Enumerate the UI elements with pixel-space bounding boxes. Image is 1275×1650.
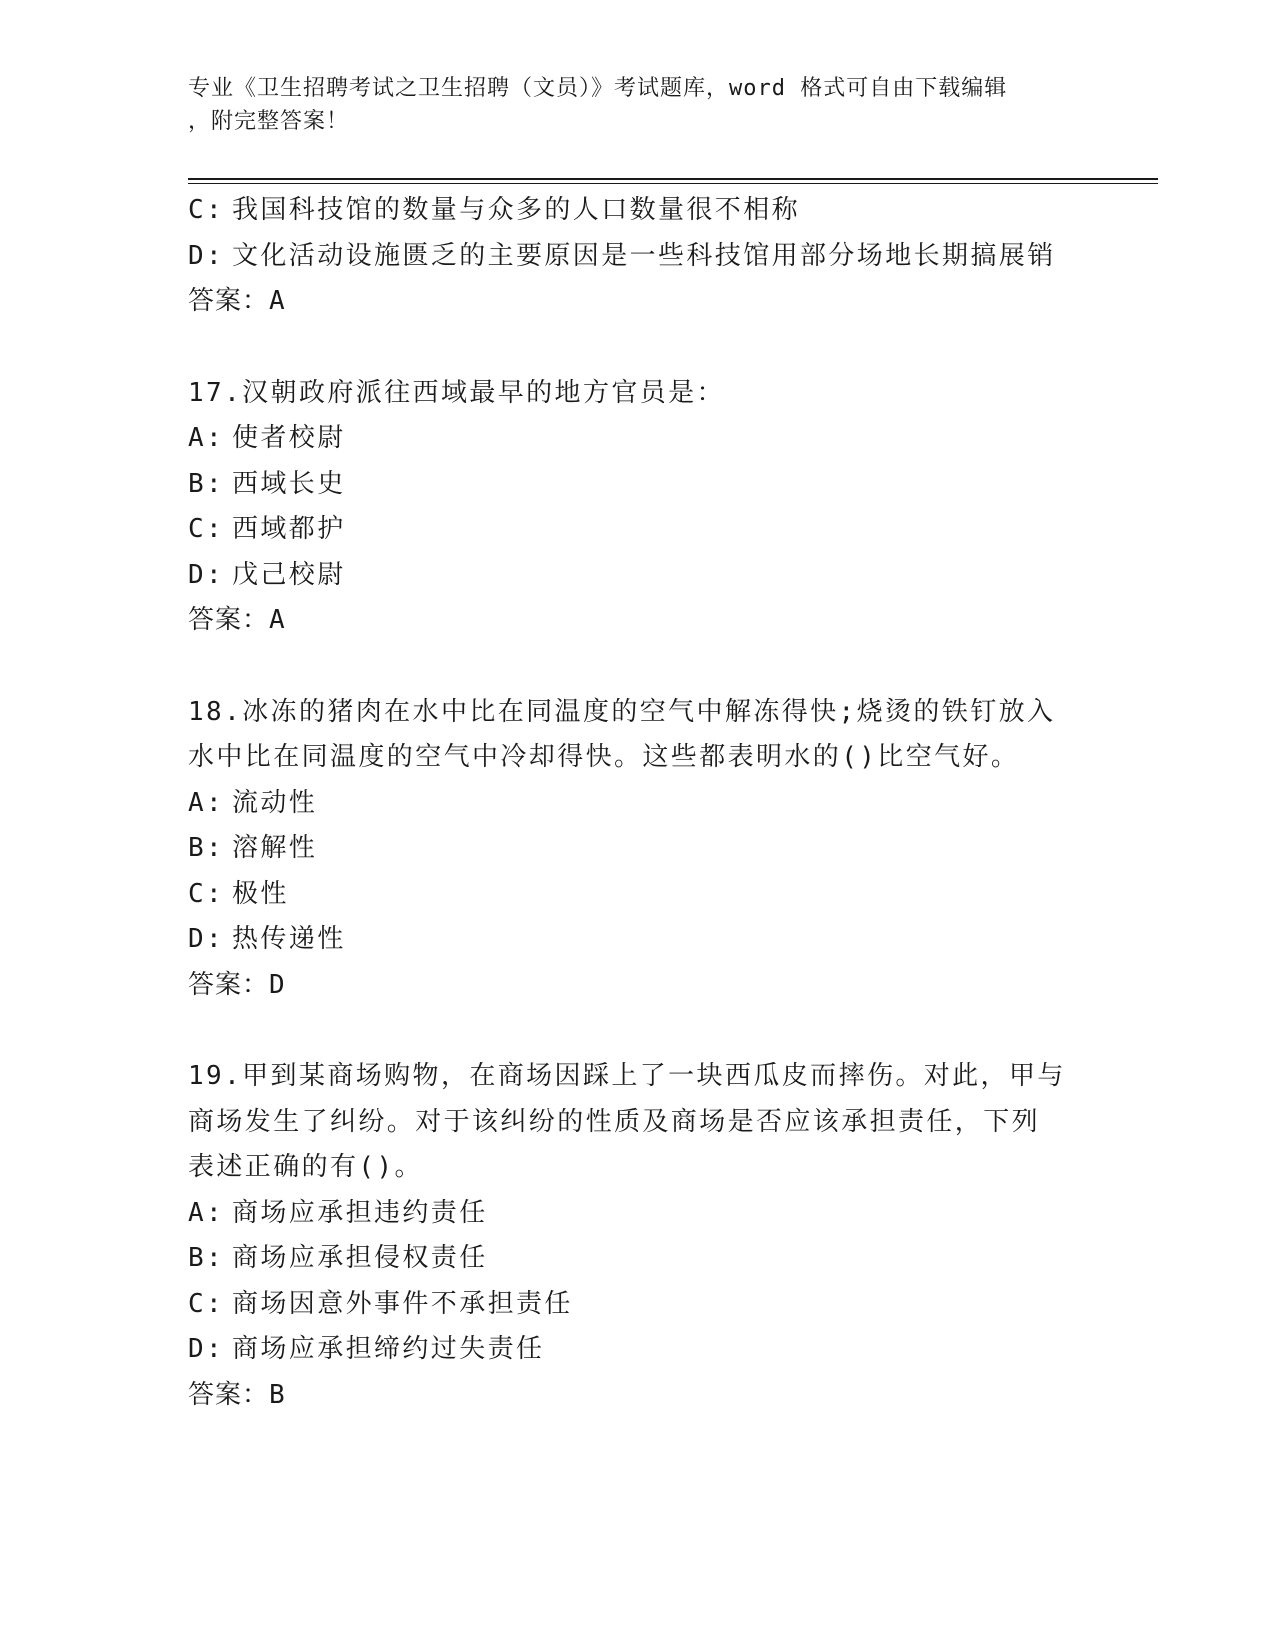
option-text: 文化活动设施匮乏的主要原因是一些科技馆用部分场地长期搞展销 xyxy=(232,240,1056,271)
answer-label: 答案： xyxy=(188,969,270,1000)
option-d xyxy=(188,234,1088,280)
option-key: A: xyxy=(188,1197,225,1228)
option-text: 商场应承担违约责任 xyxy=(232,1197,488,1228)
answer-label: 答案： xyxy=(188,605,270,635)
question-block-17 xyxy=(188,371,1088,644)
option-text: 商场因意外事件不承担责任 xyxy=(232,1288,573,1319)
option-text: 我国科技馆的数量与众多的人口数量很不相称 xyxy=(232,195,801,225)
option-text: 使者校尉 xyxy=(232,423,346,453)
option-key: C: xyxy=(188,1288,225,1319)
answer-line xyxy=(188,598,1088,644)
option-text: 极性 xyxy=(232,878,289,909)
question-text: 18.冰冻的猪肉在水中比在同温度的空气中解冻得快;烧烫的铁钉放入 xyxy=(188,696,1056,727)
answer-value: D xyxy=(269,969,288,1000)
option-c xyxy=(188,188,1088,234)
question-text: 商场发生了纠纷。对于该纠纷的性质及商场是否应该承担责任，下列 xyxy=(188,1106,1041,1137)
option-d xyxy=(188,1327,1088,1373)
answer-label: 答案： xyxy=(188,1379,270,1410)
option-text: 溶解性 xyxy=(232,833,318,863)
answer-value: A xyxy=(269,605,288,635)
option-b xyxy=(188,1236,1088,1282)
option-c xyxy=(188,507,1088,553)
option-text: 商场应承担侵权责任 xyxy=(232,1243,488,1273)
option-text: 西域都护 xyxy=(232,514,346,544)
option-a xyxy=(188,1191,1088,1237)
option-key: C: xyxy=(188,878,225,909)
option-b xyxy=(188,826,1088,872)
question-block-18 xyxy=(188,690,1088,1009)
option-a xyxy=(188,416,1088,462)
option-key: B: xyxy=(188,468,225,499)
question-text: 19.甲到某商场购物，在商场因踩上了一块西瓜皮而摔伤。对此，甲与 xyxy=(188,1061,1066,1091)
answer-line xyxy=(188,279,1088,325)
option-c xyxy=(188,1282,1088,1328)
option-text: 流动性 xyxy=(232,787,318,818)
header-line-2: ，附完整答案！ xyxy=(188,109,350,134)
answer-value: A xyxy=(269,286,288,316)
option-key: A: xyxy=(188,423,225,453)
option-text: 热传递性 xyxy=(232,924,346,954)
header-line-1: 专业《卫生招聘考试之卫生招聘（文员）》考试题库，word 格式可自由下载编辑 xyxy=(188,76,1008,101)
question-text: 表述正确的有()。 xyxy=(188,1152,423,1182)
option-d xyxy=(188,917,1088,963)
header-divider-thick xyxy=(188,178,1158,180)
question-content xyxy=(188,188,1088,1418)
option-b xyxy=(188,462,1088,508)
option-key: D: xyxy=(188,1334,225,1364)
option-key: C: xyxy=(188,514,225,544)
spacer xyxy=(188,1008,1088,1054)
option-d xyxy=(188,553,1088,599)
answer-line xyxy=(188,1373,1088,1419)
answer-label: 答案： xyxy=(188,286,270,316)
option-text: 商场应承担缔约过失责任 xyxy=(232,1334,545,1364)
option-key: B: xyxy=(188,833,225,863)
header-divider-thin xyxy=(188,183,1158,184)
option-key: D: xyxy=(188,559,225,590)
option-key: D: xyxy=(188,240,225,271)
question-block-16-tail xyxy=(188,188,1088,325)
option-key: C: xyxy=(188,195,225,225)
option-text: 戊己校尉 xyxy=(232,559,346,590)
spacer xyxy=(188,644,1088,690)
question-block-19 xyxy=(188,1054,1088,1418)
question-text: 17.汉朝政府派往西域最早的地方官员是： xyxy=(188,377,725,408)
option-a xyxy=(188,781,1088,827)
option-text: 西域长史 xyxy=(232,468,346,499)
option-key: B: xyxy=(188,1243,225,1273)
question-text: 水中比在同温度的空气中冷却得快。这些都表明水的()比空气好。 xyxy=(188,742,1020,772)
spacer xyxy=(188,325,1088,371)
option-key: A: xyxy=(188,787,225,818)
option-c xyxy=(188,872,1088,918)
document-header xyxy=(188,72,1088,138)
answer-line xyxy=(188,963,1088,1009)
option-key: D: xyxy=(188,924,225,954)
answer-value: B xyxy=(269,1379,288,1410)
